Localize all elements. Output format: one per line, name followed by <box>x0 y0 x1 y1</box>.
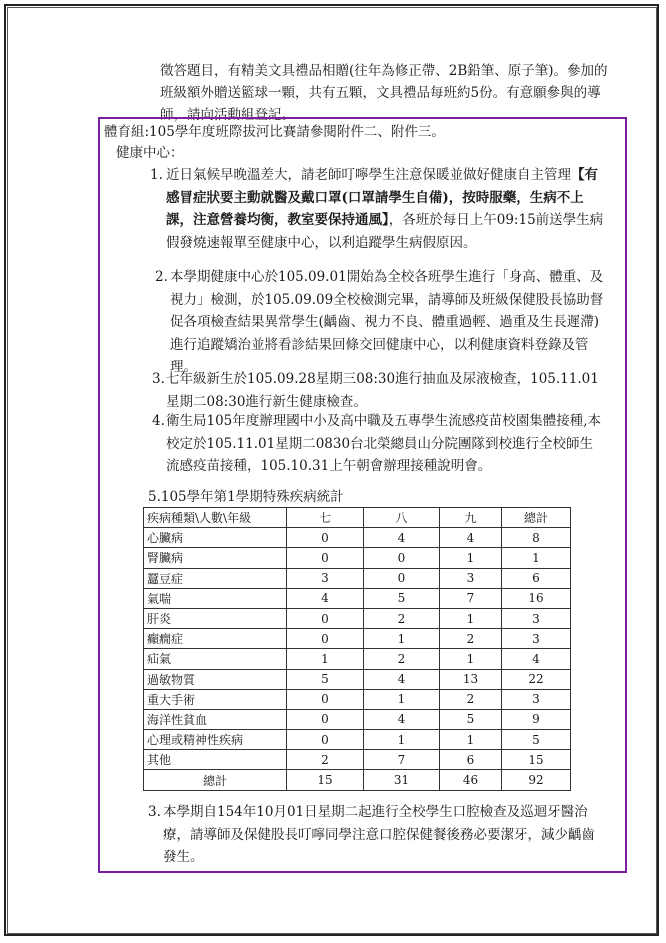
item2-text: 本學期健康中心於105.09.01開始為全校各班學生進行「身高、體重、及視力」檢測，於105.09.09全校檢測完畢，請導師及班級保健股長協助督促各項檢查結果異常學生(齲齒、視力不良、體重過輕、過重及生長遲滯) 進行追蹤矯治並將看診結果回條交回健康中心，以利健康資料登錄及管理。 <box>170 269 604 375</box>
item1-text-b: ，各班於每日上午09:15前送學生病假發燒速報單至健康中心，以利追蹤學生病假原因。 <box>166 212 604 251</box>
table-cell: 0 <box>287 709 364 729</box>
table-row <box>144 750 571 770</box>
table-cell: 癲癇症 <box>144 629 287 649</box>
header-cell: 疾病種類\人數\年級 <box>144 508 287 528</box>
table-cell: 1 <box>364 629 440 649</box>
table-total-row <box>144 770 571 790</box>
table-cell: 總計 <box>144 770 287 790</box>
table-cell: 5 <box>440 709 502 729</box>
table-row <box>144 608 571 628</box>
table-cell: 0 <box>364 548 440 568</box>
table-cell: 肝炎 <box>144 608 287 628</box>
header-cell: 九 <box>440 508 502 528</box>
item4-number: 4. <box>152 413 165 429</box>
table-cell: 3 <box>287 568 364 588</box>
table-row <box>144 669 571 689</box>
table-cell: 4 <box>364 669 440 689</box>
header-cell: 八 <box>364 508 440 528</box>
table-cell: 22 <box>502 669 571 689</box>
table-cell: 8 <box>502 528 571 548</box>
table-row <box>144 588 571 608</box>
table-cell: 海洋性貧血 <box>144 709 287 729</box>
table-cell: 3 <box>440 568 502 588</box>
table-cell: 2 <box>364 608 440 628</box>
table-row <box>144 548 571 568</box>
table-cell: 4 <box>287 588 364 608</box>
header-cell: 總計 <box>502 508 571 528</box>
table-cell: 6 <box>502 568 571 588</box>
table-cell: 16 <box>502 588 571 608</box>
table-cell: 5 <box>364 588 440 608</box>
table-cell: 5 <box>502 730 571 750</box>
table-cell: 2 <box>364 649 440 669</box>
table-cell: 1 <box>440 730 502 750</box>
table-cell: 2 <box>440 629 502 649</box>
table-cell: 7 <box>440 588 502 608</box>
health-heading: 健康中心： <box>116 145 184 161</box>
item5-title: 5.105學年第1學期特殊疾病統計 <box>148 489 344 505</box>
table-cell: 疝氣 <box>144 649 287 669</box>
table-cell: 1 <box>364 730 440 750</box>
table-cell: 1 <box>440 548 502 568</box>
table-cell: 3 <box>502 629 571 649</box>
item4-text: 衛生局105年度辦理國中小及高中職及五專學生流感疫苗校園集體接種,本校定於105.11.01星期二0830台北榮總員山分院團隊到校進行全校師生流感疫苗接種，105.10.31上午朝會辦理接種說明會。 <box>166 413 602 474</box>
table-header-row <box>144 508 571 528</box>
table-cell: 1 <box>502 548 571 568</box>
table-cell: 過敏物質 <box>144 669 287 689</box>
item3-number: 3. <box>152 371 165 387</box>
table-cell: 13 <box>440 669 502 689</box>
item1-text <box>166 164 606 254</box>
item1-bold: 【有感冒症狀要主動就醫及戴口罩(口罩請學生自備)，按時服藥，生病不上課，注意營養均衡，教室要保持通風】 <box>166 167 598 228</box>
table-cell: 1 <box>440 608 502 628</box>
table-cell: 0 <box>287 689 364 709</box>
table-row <box>144 730 571 750</box>
table-cell: 1 <box>364 689 440 709</box>
table-row <box>144 528 571 548</box>
table-cell: 1 <box>287 649 364 669</box>
table-cell: 1 <box>440 649 502 669</box>
table-row <box>144 568 571 588</box>
item6-text: 本學期自154年10月01日星期二起進行全校學生口腔檢查及巡迴牙醫治療，請導師及保健股長叮嚀同學注意口腔保健餐後務必要潔牙，減少齲齒發生。 <box>163 804 595 865</box>
table-cell: 腎臟病 <box>144 548 287 568</box>
item2-number: 2. <box>155 269 168 285</box>
table-cell: 蠶豆症 <box>144 568 287 588</box>
intro-paragraph: 徵答題目，有精美文具禮品相贈(往年為修正帶、2B鉛筆、原子筆)。參加的班級額外贈送籃球一顆，共有五顆，文具禮品每班約5份。有意願參與的導師，請向活動組登記。 <box>160 63 608 123</box>
table-cell: 5 <box>287 669 364 689</box>
table-cell: 15 <box>502 750 571 770</box>
table-cell: 46 <box>440 770 502 790</box>
header-cell: 七 <box>287 508 364 528</box>
table-cell: 3 <box>502 689 571 709</box>
table-cell: 0 <box>364 568 440 588</box>
table-cell: 31 <box>364 770 440 790</box>
table-cell: 4 <box>502 649 571 669</box>
table-cell: 4 <box>440 528 502 548</box>
item1-number: 1. <box>150 167 163 183</box>
table-cell: 15 <box>287 770 364 790</box>
table-cell: 2 <box>287 750 364 770</box>
table-cell: 0 <box>287 629 364 649</box>
table-cell: 3 <box>502 608 571 628</box>
table-cell: 92 <box>502 770 571 790</box>
item6-number: 3. <box>148 804 161 820</box>
item3-text: 七年級新生於105.09.28星期三08:30進行抽血及尿液檢查，105.11.01星期二08:30進行新生健康檢查。 <box>166 371 599 410</box>
table-cell: 6 <box>440 750 502 770</box>
table-cell: 4 <box>364 528 440 548</box>
table-cell: 0 <box>287 528 364 548</box>
table-cell: 氣喘 <box>144 588 287 608</box>
table-cell: 7 <box>364 750 440 770</box>
table-cell: 重大手術 <box>144 689 287 709</box>
table-row <box>144 629 571 649</box>
table-row <box>144 689 571 709</box>
table-cell: 0 <box>287 608 364 628</box>
table-cell: 0 <box>287 548 364 568</box>
sports-notice: 體育組:105學年度班際拔河比賽請參閱附件二、附件三。 <box>104 124 445 140</box>
table-cell: 2 <box>440 689 502 709</box>
table-cell: 0 <box>287 730 364 750</box>
table-cell: 心理或精神性疾病 <box>144 730 287 750</box>
table-cell: 9 <box>502 709 571 729</box>
table-cell: 4 <box>364 709 440 729</box>
item1-text-a: 近日氣候早晚溫差大，請老師叮嚀學生注意保暖並做好健康自主管理 <box>166 167 571 183</box>
table-cell: 其他 <box>144 750 287 770</box>
table-cell: 心臟病 <box>144 528 287 548</box>
table-row <box>144 709 571 729</box>
table-row <box>144 649 571 669</box>
disease-stats-table <box>143 507 571 791</box>
